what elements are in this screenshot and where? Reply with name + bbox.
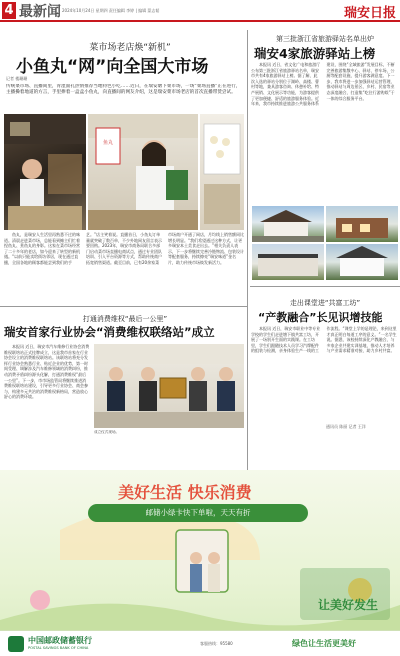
newspaper-brand: 瑞安日报 (343, 6, 396, 21)
horizontal-divider-right (250, 286, 400, 287)
bank-logo-icon (8, 636, 24, 652)
article3-footer: 通讯员 陈丽 记者 王洋 (326, 424, 366, 429)
article2-body (251, 62, 397, 204)
market-stall-photo (4, 114, 86, 230)
ad-tagline: 绿色让生活更美好 (292, 639, 356, 648)
station-photo-a (252, 206, 324, 242)
bank-name: 中国邮政储蓄银行 (28, 636, 92, 645)
ad-headline: 美好生活 快乐消费 (118, 483, 252, 502)
article1-body (4, 232, 244, 304)
horizontal-divider (0, 306, 247, 307)
page-header (0, 0, 400, 22)
ad-slogan: 让美好发生 (318, 598, 379, 612)
bank-advertisement (0, 470, 400, 656)
article3-body (251, 326, 397, 420)
article4-title: 瑞安首家行业协会“消费维权联络站”成立 (4, 325, 215, 339)
ad-hotline: 客服热线：95580 (200, 641, 233, 646)
article3-kicker: 走出课堂进“共富工坊” (289, 299, 361, 307)
article4-body-text: 本报讯 近日，瑞安市汽车维修行业协会消费维权联络站正式挂牌成立，这是我市首家在行业协会设立的消费维权联络站。该联络站将充分发挥行业协会熟悉行业、贴近企业的优势，第一时间受理、调解涉及汽车维修领域的消费纠纷，推动消费矛盾纠纷源头化解，打通消费维权“最后一公里”。下一步，市市场监管局将继续推进消费维权联络站建设，引导更多行业协会、商会参与，构建多元共治的消费维权新格局，营造放心舒心的消费环境。 (4, 344, 90, 400)
station-photo-b (326, 206, 398, 242)
station-photo-d (326, 244, 398, 280)
column-divider (247, 30, 248, 470)
article1-body-text: 鱼丸，是瑞安人生活里再熟悉不过的味道。清晨走进菜市场，总能看到摊主们忙着捏鱼丸、煮鱼丸的身影。这家在菜市场经营了二十多年的老店，如今迎来了转型的新机遇。“以前只能卖给街坊邻居，现在通过直播，全国各地的顾客都能尝到我们的手艺。”店主笑着说。直播首日，小鱼丸订单量就突破了数百单，不少外地网友留言表示要回购。2023年，瑞安市商务局联合多部门启动菜市场直播电商试点，通过专业团队培训、引入平台资源等方式，帮助传统商户拓宽销售渠道。截至目前，已有20余家菜市场商户开通了网店，月均线上销售额同比增长明显。“我们希望通过这种方式，让更多瑞安本土美食走出去。”相关负责人表示，下一步将继续完善冷链物流、包装设计等配套服务，持续擦亮“瑞安味道”金名片，助力传统市场焕发新活力。 (4, 232, 244, 265)
article4-body-left (4, 344, 90, 462)
article1-byline: 记者 楼珊珊 (6, 76, 28, 81)
article4-caption: 成立仪式现场。 (94, 430, 120, 434)
svg-text:鱼丸: 鱼丸 (102, 140, 114, 146)
ad-banner (88, 504, 308, 522)
article2-body-text: 本报讯 近日，省文化广电和旅游厅公布第三批浙江省旅游驿站名单，瑞安市共有4家旅游驿站上榜。据了解，此次入选的驿站分别位于湖岭、高楼、曹村等地，兼具游客咨询、休憩补给、特产展销、文化展示等功能，为游客提供了更加便捷、舒适的旅游服务体验。近年来，我市持续推进旅游公共服务体系建设，围绕“全域旅游”发展目标，不断完善旅游集散中心、驿站、停车场、公厕等配套设施，提升游客满意度。下一步，我市将进一步加强驿站运营管理，推动驿站与周边景区、乡村、民宿等业态深度融合，打造集“吃住行游购娱”于一体的综合服务平台。 (251, 62, 395, 107)
fishball-package-photo (200, 114, 244, 230)
article3-title: “产教融合”长见识增技能 (258, 311, 383, 324)
page-number: 4 (2, 2, 16, 19)
article2-title: 瑞安4家旅游驿站上榜 (254, 46, 376, 61)
article1-kicker: 菜市场老店焕“新机” (89, 43, 171, 53)
article1-lead: 传统菜市场、直播间里，青涩面孔热情推荐当地特色小吃……近日，在瑞安塘下菜市场，一场“菜场直播”正在进行，主播操着地道的方言，手里捧着一盒盒小鱼丸，向直播间的网友介绍，这是瑞安菜市场老店的首次直播带货尝试。 (6, 84, 241, 96)
page-meta: 2024年10月24日 星期四 责任编辑 李婷 | 编辑 蒙志韬 (62, 8, 160, 13)
ad-footer-bar (0, 630, 400, 656)
bank-name-en: POSTAL SAVINGS BANK OF CHINA (28, 646, 89, 650)
article4-kicker: 打通消费维权“最后一公里” (82, 315, 168, 323)
section-title: 最新闻 (19, 4, 61, 20)
livestream-host-photo (88, 114, 198, 230)
article3-body-text: 本报讯 近日，瑞安市职业中等专业学校的学生们走进塘下镇共富工坊，开展了一场别开生面的实践课。在工坊里，学生们跟随技术人员学习汽摩配件的组装与检测，亲身体验生产一线的工作流程。“课堂上学的是理论，来到这里才真正明白每道工序的意义。”一名学生说。据悉，该校持续深化产教融合，与多家企业共建实训基地，推动人才培养与产业需求精准对接，助力乡村共富。 (251, 326, 397, 354)
ad-banner-text: 邮储小绿卡快下单啦，天天有折 (145, 508, 251, 517)
station-photo-c (252, 244, 324, 280)
ceremony-photo (94, 344, 244, 428)
article1-title: 小鱼丸“网”向全国大市场 (16, 57, 209, 77)
article2-kicker: 第三批浙江省旅游驿站名单出炉 (276, 35, 374, 43)
